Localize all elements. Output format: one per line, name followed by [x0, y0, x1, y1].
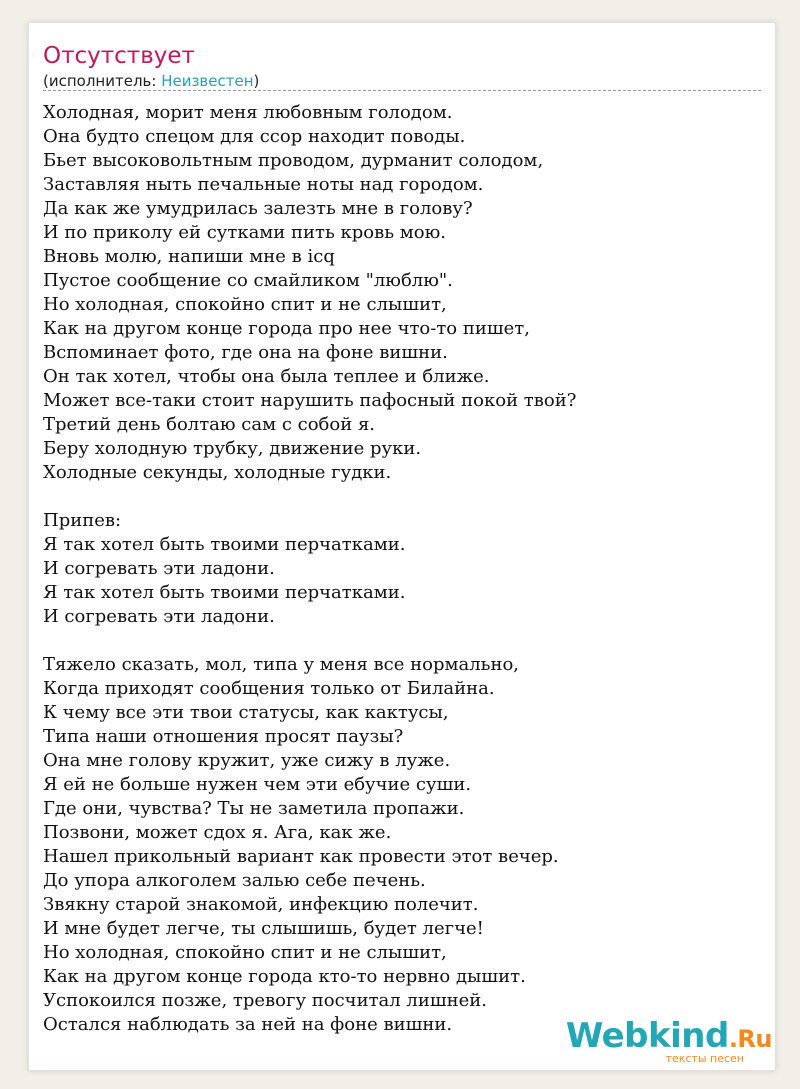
webkind-logo [565, 1016, 772, 1056]
lyric-line: Позвони, может сдох я. Ага, как же. [43, 822, 392, 843]
lyric-line: Она мне голову кружит, уже сижу в луже. [43, 750, 451, 771]
lyric-line: Вновь молю, напиши мне в icq [43, 246, 335, 267]
artist-link[interactable]: Неизвестен [161, 72, 254, 90]
lyric-line: Нашел прикольный вариант как провести этот вечер. [43, 846, 559, 867]
lyrics-stanza [43, 101, 761, 485]
lyric-line: Я так хотел быть твоими перчатками. [43, 534, 406, 555]
lyric-line: Он так хотел, чтобы она была теплее и ближе. [43, 366, 490, 387]
lyric-line: Когда приходят сообщения только от Билайна. [43, 678, 495, 699]
lyric-line: Но холодная, спокойно спит и не слышит, [43, 294, 447, 315]
lyric-line: Может все-таки стоит нарушить пафосный покой твой? [43, 390, 577, 411]
lyrics-body [43, 101, 761, 1061]
watermark-tagline: тексты песен [665, 1052, 744, 1065]
lyric-line: Я так хотел быть твоими перчатками. [43, 582, 406, 603]
lyric-line: К чему все эти твои статусы, как кактусы, [43, 702, 449, 723]
lyric-line: Как на другом конце города кто-то нервно дышит. [43, 966, 526, 987]
lyric-line: Беру холодную трубку, движение руки. [43, 438, 422, 459]
lyric-line: И согревать эти ладони. [43, 606, 275, 627]
site-watermark [565, 1016, 772, 1065]
lyric-line: Звякну старой знакомой, инфекцию полечит. [43, 894, 479, 915]
lyric-line: И мне будет легче, ты слышишь, будет легче! [43, 918, 484, 939]
lyric-line: Заставляя ныть печальные ноты над городом. [43, 174, 484, 195]
lyric-line: И по приколу ей сутками пить кровь мою. [43, 222, 446, 243]
lyric-line: Да как же умудрилась залезть мне в голову? [43, 198, 473, 219]
lyric-line: Холодные секунды, холодные гудки. [43, 462, 392, 483]
lyric-line: Но холодная, спокойно спит и не слышит, [43, 942, 447, 963]
watermark-tld: .Ru [728, 1025, 772, 1053]
watermark-name: Webkind [565, 1016, 729, 1056]
lyric-line: Успокоился позже, тревогу посчитал лишней. [43, 990, 487, 1011]
lyrics-stanza [43, 509, 761, 629]
lyric-line: Типа наши отношения просят паузы? [43, 726, 404, 747]
lyric-line: Вспоминает фото, где она на фоне вишни. [43, 342, 448, 363]
lyric-line: Как на другом конце города про нее что-то пишет, [43, 318, 530, 339]
lyric-line: Холодная, морит меня любовным голодом. [43, 102, 453, 123]
song-title: Отсутствует [43, 43, 195, 69]
artist-prefix: (исполнитель: [43, 72, 162, 90]
artist-suffix: ) [253, 72, 260, 90]
lyric-line: До упора алкоголем залью себе печень. [43, 870, 426, 891]
artist-line [43, 71, 761, 91]
header-divider [43, 90, 761, 91]
lyric-line: Где они, чувства? Ты не заметила пропажи. [43, 798, 465, 819]
lyric-line: Тяжело сказать, мол, типа у меня все нормально, [43, 654, 520, 675]
lyric-line: И согревать эти ладони. [43, 558, 275, 579]
lyrics-card [28, 22, 776, 1071]
lyric-line: Я ей не больше нужен чем эти ебучие суши. [43, 774, 472, 795]
lyric-line: Бьет высоковольтным проводом, дурманит солодом, [43, 150, 544, 171]
lyrics-stanza [43, 653, 761, 1037]
lyric-line: Третий день болтаю сам с собой я. [43, 414, 376, 435]
song-header [43, 41, 761, 91]
lyric-line: Она будто спецом для ссор находит поводы. [43, 126, 466, 147]
lyric-line: Остался наблюдать за ней на фоне вишни. [43, 1014, 453, 1035]
lyric-line: Припев: [43, 510, 122, 531]
lyric-line: Пустое сообщение со смайликом "люблю". [43, 270, 453, 291]
